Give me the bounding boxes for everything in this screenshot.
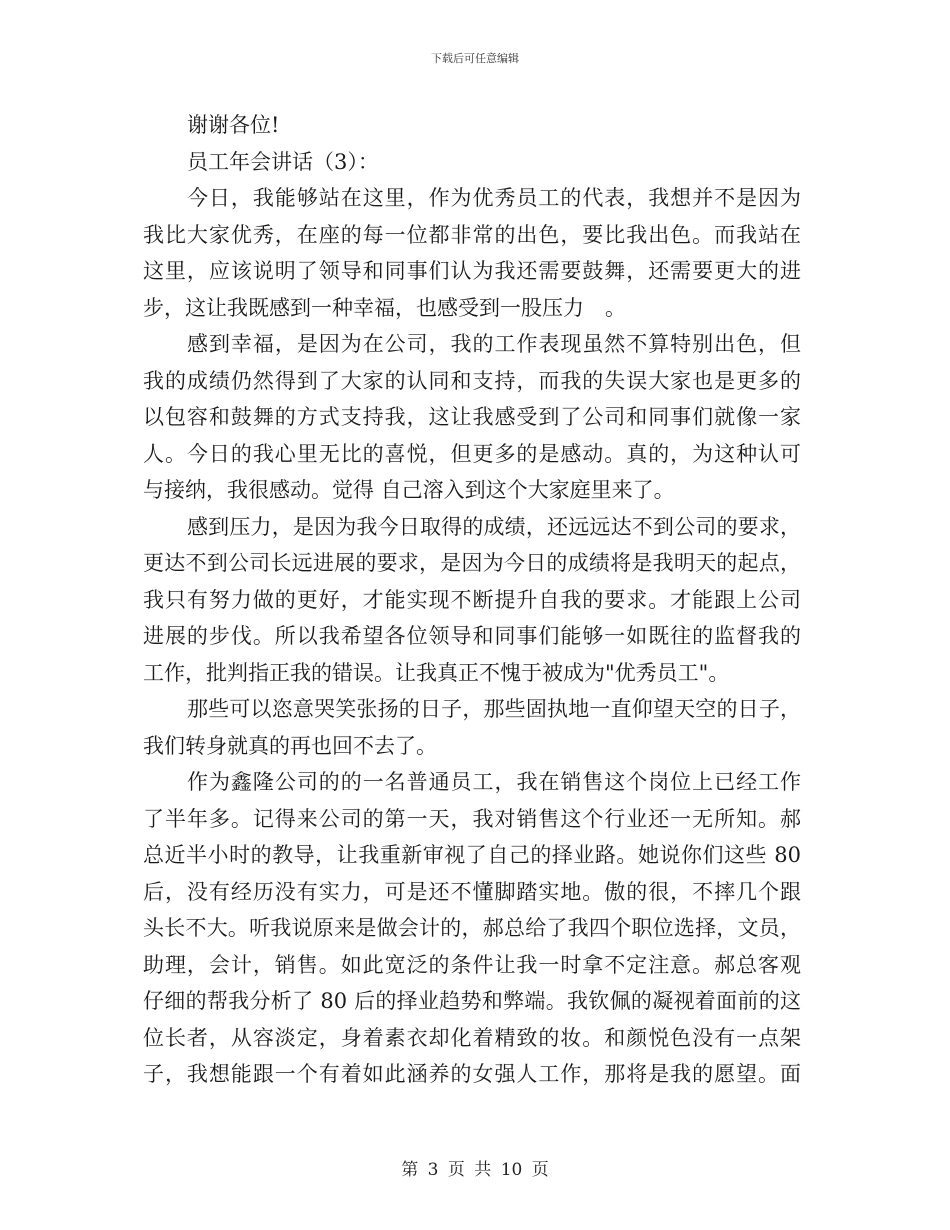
text-line: 那些可以恣意哭笑张扬的日子，那些固执地一直仰望天空的日子，	[187, 697, 801, 721]
text-line: 作为鑫隆公司的的一名普通员工，我在销售这个岗位上已经工作	[187, 770, 801, 794]
text-line: 今日，我能够站在这里，作为优秀员工的代表，我想并不是因为	[187, 186, 801, 210]
text-line: 了半年多。记得来公司的第一天，我对销售这个行业还一无所知。郝	[143, 806, 801, 831]
page-number: 第 3 页 共 10 页	[401, 1160, 549, 1180]
text-line: 总近半小时的教导，让我重新审视了自己的择业路。她说你们这些 80	[143, 843, 801, 867]
text-line: 后，没有经历没有实力，可是还不懂脚踏实地。傲的很，不摔几个跟	[143, 879, 801, 904]
text-line: 工作，批判指正我的错误。让我真正不愧于被成为"优秀员工"。	[143, 660, 730, 685]
text-line: 感到压力，是因为我今日取得的成绩，还远远达不到公司的要求，	[187, 514, 801, 539]
text-line: 我们转身就真的再也回不去了。	[143, 733, 437, 758]
text-line: 与接纳，我很感动。觉得 自己溶入到这个大家庭里来了。	[143, 478, 675, 502]
text-line: 人。今日的我心里无比的喜悦，但更多的是感动。真的，为这种认可	[143, 441, 801, 466]
text-line: 感到幸福，是因为在公司，我的工作表现虽然不算特别出色，但	[187, 332, 801, 356]
text-line: 我的成绩仍然得到了大家的认同和支持，而我的失误大家也是更多的	[143, 368, 801, 393]
text-line: 进展的步伐。所以我希望各位领导和同事们能够一如既往的监督我的	[143, 624, 801, 648]
text-line: 仔细的帮我分析了 80 后的择业趋势和弊端。我钦佩的凝视着面前的这	[143, 989, 801, 1013]
text-line: 位长者，从容淡定，身着素衣却化着精致的妆。和颜悦色没有一点架	[143, 1025, 801, 1050]
text-line: 谢谢各位!	[187, 113, 280, 137]
text-line: 员工年会讲话（3）：	[187, 149, 379, 174]
text-line: 助理，会计，销售。如此宽泛的条件让我一时拿不定注意。郝总客观	[143, 952, 801, 977]
text-line: 子，我想能跟一个有着如此涵养的女强人工作，那将是我的愿望。面	[143, 1062, 801, 1086]
page-header: 下载后可任意编辑	[431, 52, 519, 65]
text-line: 我只有努力做的更好，才能实现不断提升自我的要求。才能跟上公司	[143, 587, 801, 612]
document-body	[143, 107, 801, 1093]
text-line: 更达不到公司长远进展的要求，是因为今日的成绩将是我明天的起点，	[143, 551, 801, 575]
text-line: 我比大家优秀，在座的每一位都非常的出色，要比我出色。而我站在	[143, 222, 801, 247]
text-line: 以包容和鼓舞的方式支持我，这让我感受到了公司和同事们就像一家	[143, 405, 801, 429]
text-line: 这里，应该说明了领导和同事们认为我还需要鼓舞，还需要更大的进	[143, 259, 801, 283]
text-line: 头长不大。听我说原来是做会计的，郝总给了我四个职位选择，文员，	[143, 916, 801, 940]
text-line: 步，这让我既感到一种幸福，也感受到一股压力 。	[143, 295, 626, 320]
